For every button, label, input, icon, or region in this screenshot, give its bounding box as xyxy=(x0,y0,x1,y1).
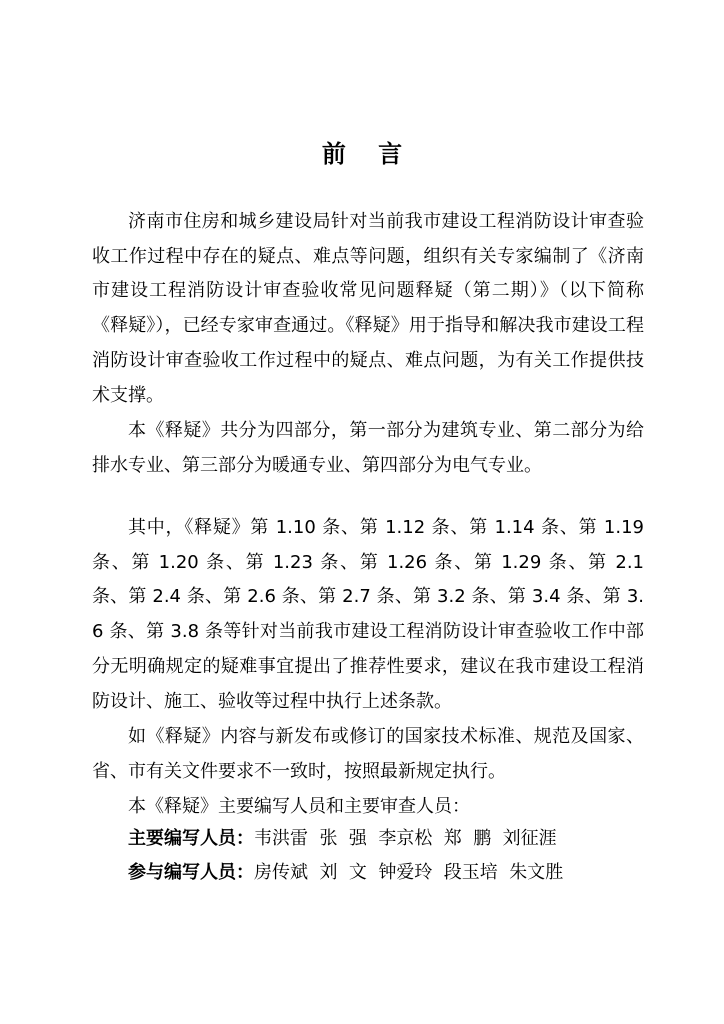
main-authors-line xyxy=(92,822,644,857)
paragraph-text: 本《释疑》主要编写人员和主要审查人员： xyxy=(128,796,470,817)
conflict-rule-paragraph xyxy=(92,720,644,789)
intro-paragraph xyxy=(92,205,644,413)
paragraph-text: 济南市住房和城乡建设局针对当前我市建设工程消防设计审查验收工作过程中存在的疑点、难点等问题，组织有关专家编制了《济南市建设工程消防设计审查验收常见问题释疑（第二期）》（以下简称《释疑》），已经专家审查通过。《释疑》用于指导和解决我市建设工程消防设计审查验收工作过程中的疑点、难点问题，为有关工作提供技术支撑。 xyxy=(92,211,644,406)
contributors-names: 房传斌 刘 文 钟爱玲 段玉培 朱文胜 xyxy=(254,862,564,883)
paragraph-text: 其中，《释疑》第 1.10 条、第 1.12 条、第 1.14 条、第 1.19 条、第 1.20 条、第 1.23 条、第 1.26 条、第 1.29 条、第 2.1 条、第 2.4 条、第 2.6 条、第 2.7 条、第 3.2 条、第 3.4 条、第 3.6 条、第 3.8 条等针对当前我市建设工程消防设计审查验收工作中部分无明确规定的疑难事宜提出了推荐性要求，建议在我市建设工程消防设计、施工、验收等过程中执行上述条款。 xyxy=(92,517,644,712)
contributors-label: 参与编写人员： xyxy=(128,862,254,883)
contributors-line xyxy=(92,856,644,891)
paragraph-text: 如《释疑》内容与新发布或修订的国家技术标准、规范及国家、省、市有关文件要求不一致时，按照最新规定执行。 xyxy=(92,726,644,782)
main-authors-names: 韦洪雷 张 强 李京松 郑 鹏 刘征涯 xyxy=(254,828,557,849)
page-title: 前 言 xyxy=(321,140,415,168)
recommendation-paragraph xyxy=(92,511,644,719)
contributors-text xyxy=(92,856,644,891)
main-authors-text xyxy=(92,822,644,857)
main-authors-label: 主要编写人员： xyxy=(128,828,254,849)
staff-intro-paragraph xyxy=(92,790,644,825)
structure-paragraph xyxy=(92,414,644,483)
paragraph-text: 本《释疑》共分为四部分，第一部分为建筑专业、第二部分为给排水专业、第三部分为暖通专业、第四部分为电气专业。 xyxy=(92,420,644,476)
